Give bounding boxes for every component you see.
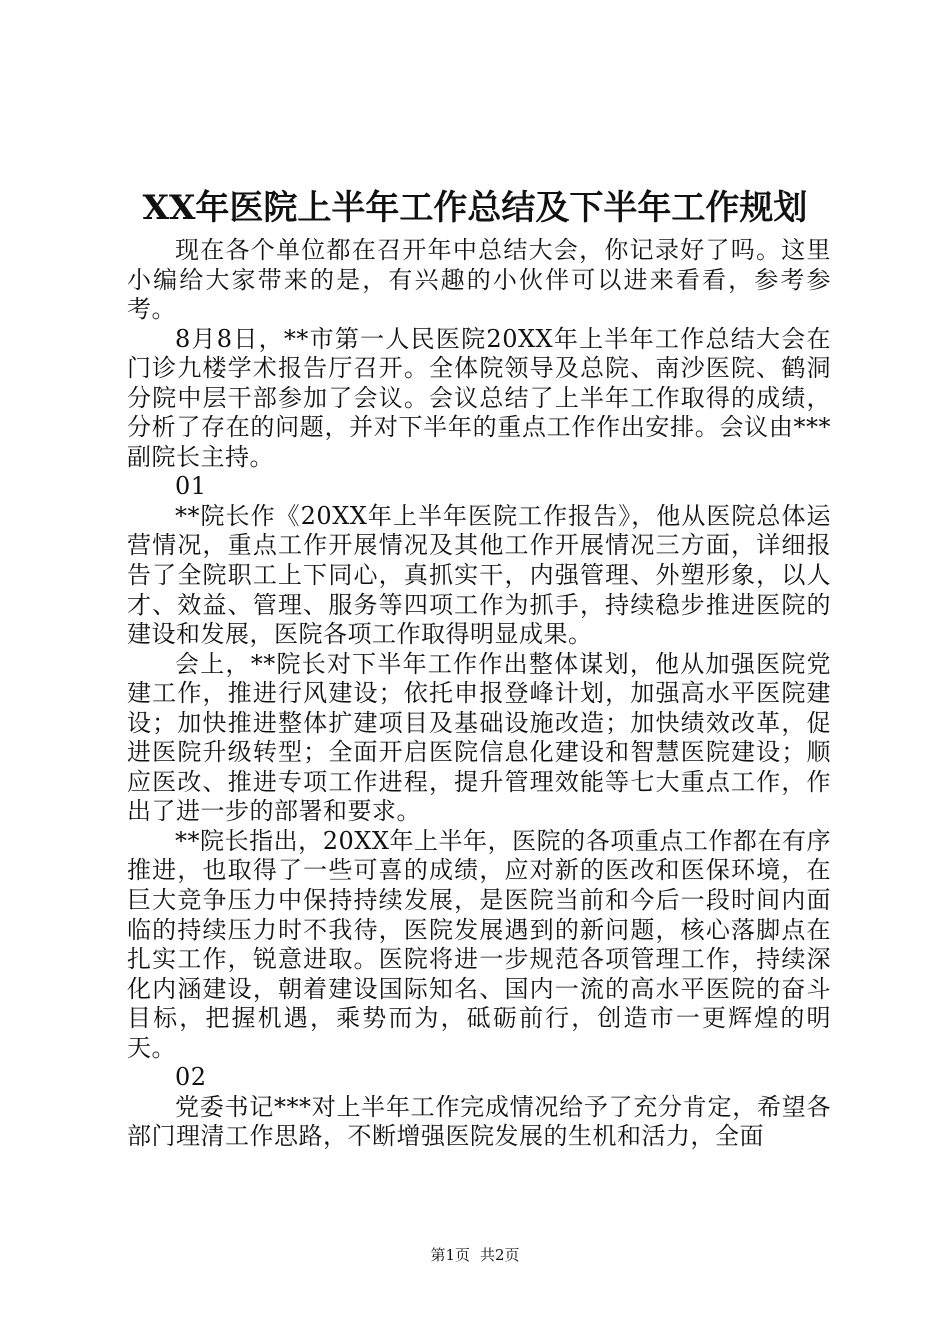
paragraph-remarks: **院长指出，20XX年上半年，医院的各项重点工作都在有序推进，也取得了一些可喜的成绩，应对新的医改和医保环境，在巨大竞争压力中保持持续发展，是医院当前和今后一段时间内面临的持续压力时不我待，医院发展遇到的新问题，核心落脚点在扎实工作，锐意进取。医院将进一步规范各项管理工作，持续深化内涵建设，朝着建设国际知名、国内一流的高水平医院的奋斗目标，把握机遇，乘势而为，砥砺前行，创造市一更辉煌的明天。 <box>127 826 831 1062</box>
page-footer <box>0 1244 950 1266</box>
document-title: XX年医院上半年工作总结及下半年工作规划 <box>142 188 808 228</box>
page-total: 共2页 <box>480 1246 520 1264</box>
document-body <box>127 236 831 1152</box>
paragraph-plan: 会上，**院长对下半年工作作出整体谋划，他从加强医院党建工作，推进行风建设；依托申报登峰计划，加强高水平医院建设；加快推进整体扩建项目及基础设施改造；加快绩效改革，促进医院升级转型；全面开启医院信息化建设和智慧医院建设；顺应医改、推进专项工作进程，提升管理效能等七大重点工作，作出了进一步的部署和要求。 <box>127 649 831 826</box>
section-marker-02: 02 <box>175 1063 207 1092</box>
paragraph-intro: 现在各个单位都在召开年中总结大会，你记录好了吗。这里小编给大家带来的是，有兴趣的小伙伴可以进来看看，参考参考。 <box>127 236 831 324</box>
paragraph-meeting: 8月8日，**市第一人民医院20XX年上半年工作总结大会在门诊九楼学术报告厅召开。全体院领导及总院、南沙医院、鹤洞分院中层干部参加了会议。会议总结了上半年工作取得的成绩，分析了存在的问题，并对下半年的重点工作作出安排。会议由***副院长主持。 <box>127 324 831 471</box>
page-number: 第1页 <box>430 1246 470 1264</box>
paragraph-report: **院长作《20XX年上半年医院工作报告》，他从医院总体运营情况，重点工作开展情况及其他工作开展情况三方面，详细报告了全院职工上下同心，真抓实干，内强管理、外塑形象，以人才、效益、管理、服务等四项工作为抓手，持续稳步推进医院的建设和发展，医院各项工作取得明显成果。 <box>127 501 831 649</box>
section-marker-01: 01 <box>175 472 207 501</box>
paragraph-secretary: 党委书记***对上半年工作完成情况给予了充分肯定，希望各部门理清工作思路，不断增强医院发展的生机和活力，全面 <box>127 1092 831 1151</box>
